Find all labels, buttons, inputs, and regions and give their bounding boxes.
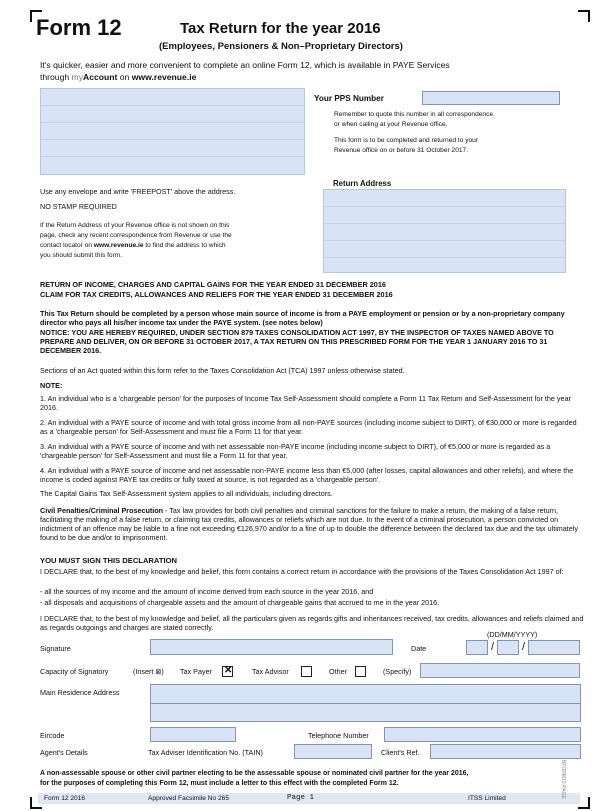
side-code: BFORM12-PAGE — [560, 760, 566, 799]
return-address-field[interactable] — [323, 189, 566, 273]
footer-facsimile: Approved Facsimile No 265 — [148, 795, 229, 802]
eircode-label: Eircode — [40, 731, 65, 740]
return-heading-1: RETURN OF INCOME, CHARGES AND CAPITAL GAINS FOR THE YEAR ENDED 31 DECEMBER 2016 — [40, 280, 386, 289]
contact-locator-text-2: to find the address to which — [143, 242, 226, 249]
note-item-4: 4. An individual with a PAYE source of income and net assessable non-PAYE income less than €5,000 (after losses, capital allowances and other reliefs), and where the income is coded against PAYE tax credits or fully taxed at source, is not regarded as a 'chargeable person'. — [40, 466, 574, 484]
name-address-field[interactable] — [40, 88, 305, 175]
revenue-link[interactable]: www.revenue.ie — [131, 72, 197, 82]
intro-line-1: It's quicker, easier and more convenient to complete an online Form 12, which is available in PAYE Services — [40, 60, 450, 70]
return-address-divider — [324, 240, 565, 241]
return-address-divider — [324, 223, 565, 224]
intro-account: Account — [83, 72, 118, 82]
return-heading-2: CLAIM FOR TAX CREDITS, ALLOWANCES AND RELIEFS FOR THE YEAR ENDED 31 DECEMBER 2016 — [40, 290, 393, 299]
tax-advisor-label: Tax Advisor — [252, 667, 289, 676]
tax-advisor-checkbox[interactable] — [301, 666, 312, 677]
clients-ref-field[interactable] — [430, 744, 581, 759]
date-month-field[interactable] — [497, 640, 519, 655]
other-checkbox[interactable] — [355, 666, 366, 677]
signature-field[interactable] — [150, 639, 393, 655]
return-address-help-1: If the Return Address of your Revenue office is not shown on this — [40, 222, 230, 229]
note-heading: NOTE: — [40, 381, 63, 390]
eircode-field[interactable] — [150, 727, 236, 742]
corner-mark-top-right — [578, 10, 590, 22]
return-address-help-4: you should submit this form. — [40, 252, 123, 259]
penalties-heading: Civil Penalties/Criminal Prosecution — [40, 506, 164, 515]
other-label: Other — [329, 667, 347, 676]
tax-payer-checkbox[interactable] — [222, 666, 233, 677]
tain-field[interactable] — [294, 744, 372, 759]
date-format-hint: (DD/MM/YYYY) — [487, 630, 538, 639]
return-address-divider — [324, 257, 565, 258]
pps-note-2: or when calling at your Revenue office. — [334, 121, 448, 128]
cgt-note: The Capital Gains Tax Self-Assessment system applies to all individuals, including directors. — [40, 489, 333, 498]
pps-note-3: This form is to be completed and returned to your — [334, 137, 479, 144]
date-separator-1: / — [491, 641, 495, 653]
pps-note-1: Remember to quote this number in all correspondence — [334, 111, 494, 118]
address-field-divider — [41, 139, 304, 140]
footer-form-id: Form 12 2016 — [44, 795, 86, 802]
signature-label: Signature — [40, 644, 71, 653]
date-label: Date — [411, 644, 427, 653]
note-item-2: 2. An individual with a PAYE source of income and with total gross income from all non-PAYE sources (including income subject to DIRT), of €30,000 or more is regarded as a 'chargeable person' for Self-Assessment and must file a Form 11 for that year. — [40, 418, 577, 436]
pps-number-field[interactable] — [422, 91, 560, 105]
return-address-help-2: page, check any recent correspondence from Revenue or use the — [40, 232, 232, 239]
residence-address-divider — [151, 703, 580, 704]
agents-details-label: Agent's Details — [40, 748, 88, 757]
telephone-label: Telephone Number — [308, 731, 369, 740]
tain-label: Tax Adviser Identification No. (TAIN) — [148, 748, 263, 757]
capacity-label: Capacity of Signatory — [40, 667, 109, 676]
return-address-help-3 — [40, 242, 226, 251]
intro-through: through — [40, 72, 72, 82]
return-address-divider — [324, 206, 565, 207]
declaration-text-1: I DECLARE that, to the best of my knowledge and belief, this form contains a correct return in accordance with the provisions of the Taxes Consolidation Act 1997 of: — [40, 567, 564, 576]
tca-note: Sections of an Act quoted within this form refer to the Taxes Consolidation Act (TCA) 1997 unless otherwise stated. — [40, 366, 405, 375]
penalties-text: - Tax law provides for both civil penalties and criminal sanctions for the failure to make a return, the making of a false return, facilitating the making of a false return, or claiming tax credits, allowances or reliefs which are not due. In the event of a criminal prosecution, a person convicted on indictment of an offence may be liable to a fine not exceeding €126,970 and/or to a fine of up to double the difference between the declared tax due and the tax ultimately found to be due and/or to imprisonment. — [40, 506, 578, 542]
envelope-note: Use any envelope and write 'FREEPOST' above the address. — [40, 187, 236, 196]
footer-vendor: ITSS Limited — [468, 795, 506, 802]
no-stamp-note: NO STAMP REQUIRED — [40, 202, 117, 211]
checkbox-x-icon: ✕ — [224, 665, 233, 676]
tax-payer-label: Tax Payer — [180, 667, 212, 676]
contact-locator-text: contact locator on — [40, 242, 94, 249]
penalties-paragraph — [40, 506, 585, 542]
specify-field[interactable] — [420, 663, 580, 678]
date-separator-2: / — [522, 641, 526, 653]
intro-line-2 — [40, 72, 196, 82]
address-field-divider — [41, 105, 304, 106]
address-field-divider — [41, 122, 304, 123]
specify-label: (Specify) — [383, 667, 412, 676]
residence-address-field[interactable] — [150, 684, 581, 722]
date-day-field[interactable] — [466, 640, 488, 655]
declaration-text-4: I DECLARE that, to the best of my knowledge and belief, all the particulars given as regards gifts and inheritances received, tax credits, allowances and reliefs claimed and as regards outgoings and charges are stated correctly. — [40, 614, 584, 632]
note-item-1: 1. An individual who is a 'chargeable person' for the purposes of Income Tax Self-Assessment should complete a Form 11 Tax Return and Self-Assessment for the year 2016. — [40, 394, 571, 412]
form-name: Form 12 — [36, 15, 122, 40]
page-title: Tax Return for the year 2016 — [180, 20, 381, 37]
spouse-note-2: for the purposes of completing this Form 12, must include a letter to this effect with the completed Form 12. — [40, 780, 399, 787]
date-year-field[interactable] — [528, 640, 580, 655]
declaration-text-2: - all the sources of my income and the amount of income derived from each source in the year 2016, and — [40, 587, 374, 596]
intro-on: on — [117, 72, 132, 82]
note-item-3: 3. An individual with a PAYE source of income and with net assessable non-PAYE income (including income subject to DIRT), of €5,000 or more is regarded as a 'chargeable person' for Self-Assessment and must file a Form 11 for that year. — [40, 442, 551, 460]
residence-address-label: Main Residence Address — [40, 688, 120, 697]
address-field-divider — [41, 156, 304, 157]
footer-page: Page 1 — [287, 794, 315, 802]
revenue-link-2[interactable]: www.revenue.ie — [93, 242, 144, 249]
intro-my: my — [71, 72, 84, 82]
who-should-complete: This Tax Return should be completed by a person whose main source of income is from a PAYE employment or pension or by a non-proprietary company director who pays all his/her income tax under the PAYE system. (see notes below) — [40, 309, 565, 327]
pps-note-4: Revenue office on or before 31 October 2017. — [334, 147, 469, 154]
clients-ref-label: Client's Ref. — [381, 748, 420, 757]
declaration-text-3: - all disposals and acquisitions of chargeable assets and the amount of chargeable gains that accrued to me in the year 2016. — [40, 598, 440, 607]
declaration-heading: YOU MUST SIGN THIS DECLARATION — [40, 556, 177, 565]
return-address-label: Return Address — [333, 179, 392, 188]
pps-label: Your PPS Number — [314, 94, 384, 103]
insert-hint: (Insert ⊠) — [133, 667, 164, 676]
page-subtitle: (Employees, Pensioners & Non–Proprietary Directors) — [159, 41, 403, 52]
spouse-note-1: A non-assessable spouse or other civil partner electing to be the assessable spouse or nominated civil partner for the year 2016, — [40, 770, 469, 777]
notice-paragraph: NOTICE: YOU ARE HEREBY REQUIRED, UNDER SECTION 879 TAXES CONSOLIDATION ACT 1997, BY THE INSPECTOR OF TAXES NAMED ABOVE TO PREPARE AND DELIVER, ON OR BEFORE 31 OCTOBER 2017, A TAX RETURN ON THIS PRESCRIBED FORM FOR THE YEAR 1 JANUARY 2016 TO 31 DECEMBER 2016. — [40, 328, 554, 355]
telephone-field[interactable] — [384, 727, 581, 742]
